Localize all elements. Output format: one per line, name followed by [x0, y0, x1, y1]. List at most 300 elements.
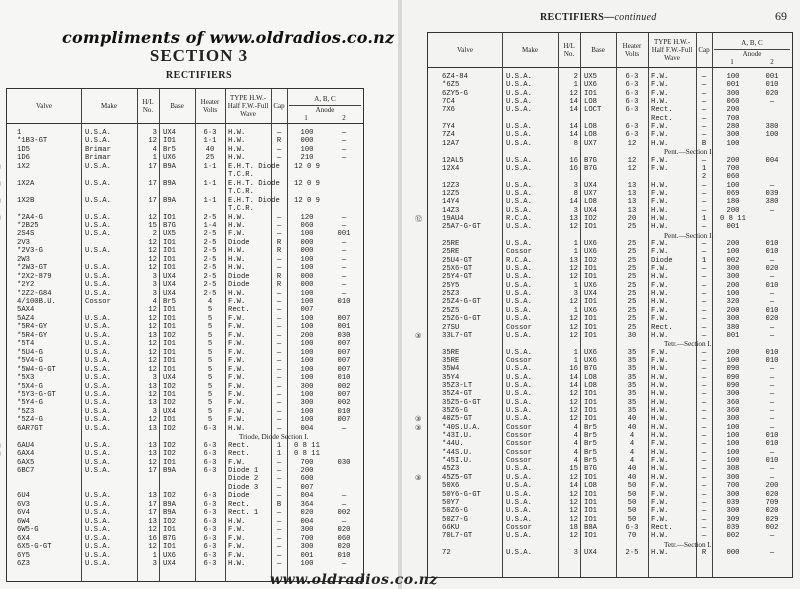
cell-base: UX4 — [163, 129, 176, 137]
cell-make: U.S.A. — [506, 89, 532, 98]
cell-cap: — — [701, 365, 707, 374]
cell-a2: — — [769, 273, 775, 282]
cell-a1: 380 — [726, 323, 740, 332]
cell-valve: 33L7-GT — [442, 331, 473, 340]
cell-base: IO2 — [163, 450, 176, 459]
cell-cap: — — [276, 154, 282, 163]
cell-make: U.S.A. — [506, 81, 532, 90]
cell-cap: 1 — [701, 164, 707, 173]
cell-base: UX4 — [163, 407, 176, 416]
cell-hl: 12 — [148, 357, 157, 366]
cell-valve: *45I.U. — [442, 457, 473, 466]
cell-make: U.S.A. — [85, 365, 111, 374]
cell-hl: 12 — [569, 532, 578, 541]
cell-valve: 40Z5-GT — [442, 415, 473, 424]
cell-make: Cossor — [506, 448, 532, 457]
cell-base: IO1 — [163, 357, 176, 366]
cell-base: B7G — [584, 365, 597, 374]
header-type: TYPE H.W.-Half F.W.-Full Wave — [651, 38, 693, 62]
footnote-marker-icon: ③ — [415, 415, 422, 424]
cell-make: U.S.A. — [85, 399, 111, 408]
cell-make: U.S.A. — [85, 509, 111, 518]
cell-heater: 6·3 — [203, 526, 217, 535]
cell-make: U.S.A. — [506, 73, 532, 81]
cell-hl: 3 — [152, 129, 157, 137]
header-hl-no: H/L No. — [563, 42, 575, 58]
header-abc: A, B, C — [741, 39, 763, 47]
cell-hl: 17 — [148, 500, 157, 509]
cell-a1: 100 — [300, 264, 314, 273]
cell-make: U.S.A. — [506, 273, 532, 282]
cell-a1: 300 — [726, 273, 740, 282]
cell-valve: 14Y4 — [442, 198, 460, 207]
cell-hl: 4 — [573, 423, 578, 432]
cell-valve: 72 — [442, 548, 451, 557]
cell-a2: 380 — [765, 198, 779, 207]
cell-hl: 12 — [569, 331, 578, 340]
cell-heater: 35 — [627, 381, 637, 390]
cell-cap: — — [276, 264, 282, 273]
cell-make: U.S.A. — [506, 315, 532, 324]
table-row — [7, 467, 363, 475]
cell-type: F.W. — [651, 123, 669, 132]
header-anode-1: 1 — [304, 114, 308, 122]
cell-heater: 5 — [207, 340, 213, 349]
cell-a1: 200 — [300, 467, 314, 475]
cell-a2: 010 — [765, 432, 779, 441]
cell-heater: 6·3 — [203, 467, 217, 475]
cell-hl: 12 — [148, 416, 157, 425]
cell-cap: 2 — [701, 173, 707, 182]
table-row — [428, 165, 792, 173]
cell-type: F.W. — [228, 340, 246, 349]
cell-valve: 5AX4 — [17, 306, 35, 315]
cell-a2: 010 — [765, 81, 779, 90]
table-row — [428, 491, 792, 499]
cell-base: IO1 — [163, 416, 176, 425]
cell-a2: 001 — [765, 73, 779, 81]
cell-hl: 2 — [152, 230, 157, 239]
compliments-banner: compliments of www.oldradios.co.nz — [62, 28, 395, 47]
cell-base: IO1 — [584, 473, 597, 482]
cell-a1: 700 — [300, 534, 314, 543]
cell-heater: 6·3 — [203, 551, 217, 560]
cell-heater: 25 — [627, 248, 637, 257]
cell-valve: 12A7 — [442, 139, 460, 148]
cell-base: UX6 — [584, 356, 597, 365]
table-row — [428, 465, 792, 473]
cell-make: U.S.A. — [85, 340, 111, 349]
cell-valve: 27SU — [442, 323, 460, 332]
cell-a2: 010 — [337, 551, 351, 560]
cell-a2: — — [769, 365, 775, 374]
cell-heater: 6·3 — [625, 106, 639, 115]
cell-type: H.W. — [228, 247, 246, 256]
cell-base: Br5 — [163, 298, 176, 306]
cell-make: U.S.A. — [506, 240, 532, 248]
cell-heater: 4 — [629, 440, 635, 449]
cell-base: IO1 — [584, 315, 597, 324]
cell-valve: 25Z4-G-GT — [442, 298, 481, 307]
cell-valve: *44S.U. — [442, 448, 473, 457]
cell-a1: 700 — [726, 164, 740, 173]
footnote-marker-icon: ③ — [415, 423, 422, 432]
cell-a2: — — [769, 298, 775, 307]
cell-a1: 700 — [726, 114, 740, 123]
cell-type: F.W. — [651, 240, 669, 248]
cell-type: Diode — [228, 272, 250, 281]
cell-base: IO1 — [163, 458, 176, 467]
table-row — [7, 391, 363, 399]
cell-make: Brimar — [85, 145, 111, 154]
cell-cap: — — [276, 475, 282, 484]
cell-base: B7G — [163, 221, 176, 230]
table-row — [7, 535, 363, 543]
cell-a1: 100 — [300, 230, 314, 239]
cell-a2: 010 — [765, 457, 779, 466]
cell-heater: 6·3 — [203, 450, 217, 459]
cell-hl: 17 — [148, 179, 157, 188]
cell-a1: 300 — [726, 473, 740, 482]
table-row — [428, 382, 792, 390]
cell-heater: 2·5 — [203, 230, 217, 239]
cell-hl: 1 — [573, 356, 578, 365]
cell-a1: 200 — [300, 331, 314, 340]
cell-cap: 1 — [701, 256, 707, 265]
cell-a2: 002 — [337, 382, 351, 391]
table-row — [428, 374, 792, 382]
cell-cap: — — [701, 73, 707, 81]
table-row — [428, 324, 792, 332]
cell-heater: 50 — [627, 507, 637, 516]
cell-heater: 13 — [627, 206, 637, 215]
cell-base: LO8 — [584, 482, 597, 491]
table-row — [428, 90, 792, 98]
cell-make: U.S.A. — [85, 467, 111, 475]
cell-a1: 120 — [300, 213, 314, 222]
cell-make: R.C.A. — [506, 214, 532, 223]
cell-hl: 14 — [569, 98, 578, 107]
cell-base: B7G — [584, 465, 597, 474]
cell-type: F.W. — [651, 490, 669, 499]
cell-type: Rect. — [228, 500, 250, 509]
cell-valve: 6AR7GT — [17, 424, 43, 433]
cell-base: IO1 — [584, 415, 597, 424]
cell-type: H.W. — [228, 264, 246, 273]
cell-cap: — — [276, 509, 282, 518]
table-row — [428, 182, 792, 190]
cell-a1: 200 — [726, 156, 740, 165]
cell-a2: 020 — [765, 315, 779, 324]
cell-heater: 20 — [627, 214, 637, 223]
cell-make: U.S.A. — [85, 281, 111, 290]
cell-a1: 280 — [726, 123, 740, 132]
cell-base: UX5 — [163, 230, 176, 239]
cell-type: H.W. — [651, 365, 669, 374]
cell-heater: 6·3 — [625, 89, 639, 98]
cell-valve: *44U. — [442, 440, 464, 449]
cell-base: LO8 — [584, 381, 597, 390]
cell-a2: — — [769, 323, 775, 332]
cell-type: H.W. — [651, 415, 669, 424]
cell-base: B7G — [584, 164, 597, 173]
cell-hl: 12 — [569, 390, 578, 399]
cell-base: IO1 — [163, 213, 176, 222]
table-row — [415, 473, 792, 482]
table-row — [428, 240, 792, 248]
cell-cap: — — [701, 81, 707, 90]
table-row — [7, 281, 363, 289]
cell-cap: — — [276, 559, 282, 568]
table-row — [428, 290, 792, 298]
table-row — [7, 180, 363, 188]
cell-a1: 700 — [726, 482, 740, 491]
cell-make: U.S.A. — [85, 450, 111, 459]
cell-cap: R — [701, 548, 707, 557]
cell-heater: 1·4 — [203, 221, 217, 230]
cell-type: H.W. — [651, 448, 669, 457]
cell-hl: 12 — [569, 223, 578, 232]
cell-heater: 2·5 — [203, 255, 217, 264]
cell-make: U.S.A. — [85, 137, 111, 146]
cell-heater: 5 — [207, 323, 213, 332]
table-row — [7, 222, 363, 230]
cell-type: F.W. — [228, 323, 246, 332]
cell-type: Rect. — [651, 323, 673, 332]
table-row — [7, 264, 363, 272]
cell-make: U.S.A. — [506, 106, 532, 115]
cell-valve: *2X2-879 — [17, 272, 52, 281]
cell-type: Rect. — [228, 441, 250, 450]
cell-hl: 12 — [148, 238, 157, 247]
cell-type: H.W. — [651, 331, 669, 340]
cell-cap: — — [701, 98, 707, 107]
cell-heater: 5 — [207, 306, 213, 315]
cell-hl: 12 — [569, 398, 578, 407]
cell-valve: 6W4 — [17, 517, 30, 526]
cell-a1: 300 — [300, 399, 314, 408]
cell-make: U.S.A. — [506, 306, 532, 315]
cell-valve: *43I.U. — [442, 432, 473, 441]
cell-hl: 1 — [573, 281, 578, 290]
cell-a2: 010 — [337, 374, 351, 383]
cell-type: F.W. — [228, 298, 246, 306]
cell-valve: 2V3 — [17, 238, 30, 247]
cell-type: F.W. — [651, 306, 669, 315]
cell-a2: 030 — [337, 331, 351, 340]
cell-a2: — — [341, 289, 347, 298]
cell-heater: 50 — [627, 498, 637, 507]
cell-valve: 19AU4 — [442, 214, 464, 223]
table-row — [7, 239, 363, 247]
cell-hl: 3 — [573, 206, 578, 215]
cell-base: IO1 — [163, 264, 176, 273]
left-rectifier-table — [6, 88, 364, 582]
table-row — [428, 549, 792, 557]
cell-cap: — — [701, 240, 707, 248]
cell-type: Diode 1 — [228, 467, 259, 475]
cell-make: Cossor — [506, 440, 532, 449]
cell-hl: 4 — [573, 448, 578, 457]
cell-a2: — — [341, 559, 347, 568]
cell-type: H.W. — [651, 206, 669, 215]
cell-type: H.W. — [651, 381, 669, 390]
cell-hl: 13 — [148, 424, 157, 433]
cell-make: Cossor — [506, 457, 532, 466]
cell-heater: 12 — [627, 139, 637, 148]
cell-base: IO1 — [163, 306, 176, 315]
cell-heater: 5 — [207, 407, 213, 416]
cell-valve: 45Z5-GT — [442, 473, 473, 482]
cell-a1: 200 — [726, 348, 740, 357]
cell-a2: 029 — [765, 515, 779, 524]
cell-valve: 1D5 — [17, 145, 30, 154]
cell-valve: 7C4 — [442, 98, 455, 107]
cell-cap: — — [701, 432, 707, 441]
table-row — [7, 357, 363, 365]
cell-heater: 5 — [207, 382, 213, 391]
cell-make: U.S.A. — [85, 162, 111, 171]
cell-hl: 12 — [569, 407, 578, 415]
cell-base: Br5 — [584, 423, 597, 432]
header-anode-2: 2 — [342, 114, 346, 122]
table-row — [7, 425, 363, 433]
cell-cap: — — [276, 230, 282, 239]
cell-valve: *6Z5 — [442, 81, 460, 90]
cell-hl: 3 — [573, 548, 578, 557]
cell-a2: — — [769, 548, 775, 557]
header-valve: Valve — [457, 46, 473, 54]
cell-base: IO1 — [163, 543, 176, 552]
cell-hl: 3 — [573, 181, 578, 190]
header-cap: Cap — [698, 46, 710, 54]
cell-heater: 2·5 — [203, 272, 217, 281]
table-row — [7, 332, 363, 340]
cell-make: Brimar — [85, 154, 111, 163]
cell-make: U.S.A. — [506, 131, 532, 140]
cell-base: IO1 — [163, 137, 176, 146]
cell-valve: *1B3-GT — [17, 137, 48, 146]
cell-cap: R — [276, 272, 282, 281]
cell-hl: 12 — [148, 255, 157, 264]
cell-hl: 13 — [569, 214, 578, 223]
cell-a1: 100 — [726, 181, 740, 190]
cell-a1: 364 — [300, 500, 314, 509]
cell-heater: 35 — [627, 348, 637, 357]
cell-cap: — — [701, 315, 707, 324]
cell-type: F.W. — [651, 89, 669, 98]
cell-type: F.W. — [228, 534, 246, 543]
cell-a1: 100 — [726, 248, 740, 257]
cell-cap: — — [276, 365, 282, 374]
cell-hl: 17 — [148, 509, 157, 518]
cell-cap: — — [276, 221, 282, 230]
table-row — [7, 298, 363, 306]
table-row — [428, 524, 792, 532]
cell-a1: 100 — [300, 145, 314, 154]
cell-heater: 13 — [627, 181, 637, 190]
cell-base: B9A — [163, 500, 176, 509]
cell-a2: — — [769, 398, 775, 407]
cell-a1: 300 — [726, 415, 740, 424]
cell-heater: 6·3 — [203, 543, 217, 552]
table-row — [428, 81, 792, 89]
cell-type: F.W. — [228, 526, 246, 535]
cell-heater: 5 — [207, 399, 213, 408]
cell-hl: 13 — [569, 256, 578, 265]
cell-a2: 380 — [765, 123, 779, 132]
cell-a2: — — [769, 98, 775, 107]
cell-make: U.S.A. — [85, 517, 111, 526]
cell-hl: 14 — [569, 482, 578, 491]
cell-valve: 50Z6-G — [442, 507, 468, 516]
table-row — [7, 383, 363, 391]
cell-type: F.W. — [651, 81, 669, 90]
cell-a2: 007 — [337, 357, 351, 366]
cell-base: IO1 — [163, 340, 176, 349]
cell-base: UX6 — [584, 81, 597, 90]
cell-base: IO1 — [163, 365, 176, 374]
cell-heater: 2·5 — [203, 247, 217, 256]
cell-cap: 1 — [276, 441, 282, 450]
cell-heater: 25 — [205, 154, 215, 163]
cell-a1: 300 — [726, 315, 740, 324]
cell-hl: 15 — [148, 221, 157, 230]
cell-type: Rect. — [651, 114, 673, 123]
cell-a1: 100 — [300, 255, 314, 264]
cell-a1: 100 — [726, 290, 740, 299]
cell-heater: 40 — [627, 415, 637, 424]
cell-cap: — — [701, 89, 707, 98]
cell-heater: 6·3 — [203, 458, 217, 467]
cell-a1: 300 — [726, 507, 740, 516]
cell-a1: 004 — [300, 492, 314, 501]
cell-hl: 4 — [573, 457, 578, 466]
cell-cap: — — [701, 423, 707, 432]
cell-base: UX4 — [163, 281, 176, 290]
cell-a1: 12 0 9 — [294, 179, 320, 188]
cell-a2: — — [341, 492, 347, 501]
cell-base: UX7 — [584, 139, 597, 148]
cell-base: Br5 — [584, 457, 597, 466]
cell-type: H.W. — [651, 214, 669, 223]
cell-valve: *5W4-G-GT — [17, 365, 56, 374]
cell-hl: 1 — [573, 306, 578, 315]
cell-make: U.S.A. — [85, 543, 111, 552]
cell-cap: — — [276, 323, 282, 332]
cell-base: B7G — [163, 534, 176, 543]
footnote-marker-icon — [0, 197, 1, 205]
cell-make: U.S.A. — [506, 189, 532, 198]
cell-make: U.S.A. — [506, 365, 532, 374]
cell-a2: 010 — [765, 306, 779, 315]
cell-cap: — — [701, 290, 707, 299]
cell-hl: 17 — [148, 196, 157, 205]
cell-a2: 200 — [765, 482, 779, 491]
cell-cap: — — [276, 467, 282, 475]
cell-a1: 000 — [726, 548, 740, 557]
cell-hl: 14 — [569, 123, 578, 132]
cell-cap: — — [701, 457, 707, 466]
cell-hl: 17 — [148, 162, 157, 171]
cell-valve: 35Z5-G-GT — [442, 398, 481, 407]
cell-make: U.S.A. — [85, 230, 111, 239]
cell-hl: 16 — [569, 156, 578, 165]
cell-type: F.W. — [651, 482, 669, 491]
cell-base: IO1 — [584, 390, 597, 399]
cell-a1: 300 — [726, 265, 740, 274]
cell-a1: 060 — [726, 98, 740, 107]
